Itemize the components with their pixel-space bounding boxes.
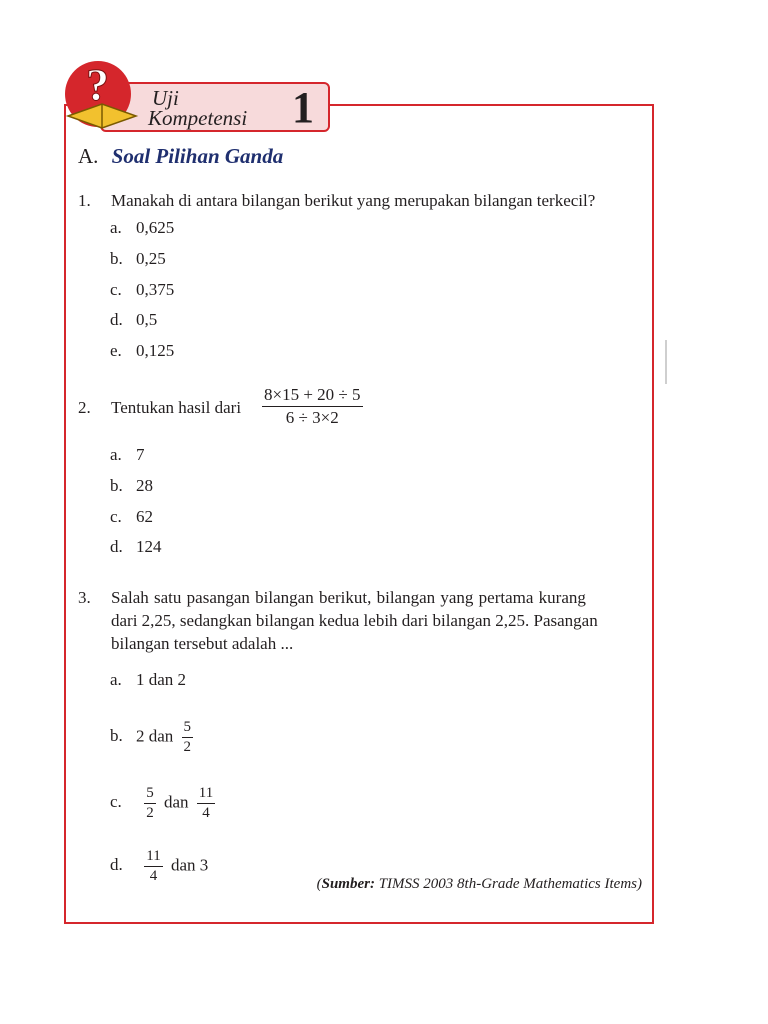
source-text: TIMSS 2003 8th-Grade Mathematics Items: [378, 876, 637, 892]
fraction-denominator: 6 ÷ 3×2: [285, 408, 339, 427]
fraction: $\frac{11}{4}$: [198, 785, 214, 821]
option-2d: d. 124: [110, 537, 162, 556]
question-book-icon: [62, 56, 142, 136]
option-3c: c. $\frac{5}{2}$ dan $\frac{11}{4}$: [110, 785, 214, 821]
option-3d: d. $\frac{11}{4}$ dan 3: [110, 848, 209, 884]
option-3b: b. 2 dan $\frac{5}{2}$: [110, 719, 192, 755]
question-number: 1.: [78, 191, 91, 210]
question-text-line-2: dari 2,25, sedangkan bilangan kedua lebih dari bilangan 2,25. Pasangan: [111, 611, 598, 630]
source-label: Sumber:: [321, 876, 375, 892]
header-uji: Uji: [152, 86, 179, 110]
question-text: Manakah di antara bilangan berikut yang merupakan bilangan terkecil?: [111, 191, 596, 210]
question-text-line-3: bilangan tersebut adalah ...: [111, 634, 294, 653]
question-2: [78, 384, 478, 434]
fraction: $\frac{11}{4}$: [146, 848, 161, 884]
section-prefix: A.: [78, 144, 99, 168]
question-number: 3.: [78, 588, 91, 607]
question-number: 2.: [78, 398, 91, 417]
header-kompetensi: Kompetensi: [148, 106, 248, 130]
question-text-line-1: Salah satu pasangan bilangan berikut, bilangan yang pertama kurang: [111, 588, 586, 607]
expression-fraction: [262, 384, 363, 429]
option-1a: a. 0,625: [110, 218, 175, 237]
svg-text:?: ?: [86, 59, 109, 110]
question-text: Tentukan hasil dari: [111, 398, 242, 417]
option-2b: b. 28: [110, 476, 153, 495]
fraction: $\frac{5}{2}$: [146, 785, 154, 821]
option-3a: a. 1 dan 2: [110, 670, 187, 689]
fraction: $\frac{5}{2}$: [183, 719, 192, 755]
section-title: [78, 144, 283, 169]
source-citation: (Sumber: TIMSS 2003 8th-Grade Mathematics Items): [316, 876, 642, 892]
option-2c: c. 62: [110, 507, 153, 526]
option-2a: a. 7: [110, 445, 145, 464]
fraction-numerator: 8×15 + 20 ÷ 5: [262, 384, 363, 407]
page-edge-mark: [665, 340, 667, 384]
header-number: 1: [292, 83, 314, 132]
option-1d: d. 0,5: [110, 310, 158, 329]
section-title-text: Soal Pilihan Ganda: [111, 144, 284, 168]
option-1e: e. 0,125: [110, 341, 175, 360]
option-1c: c. 0,375: [110, 280, 175, 299]
option-1b: b. 0,25: [110, 249, 166, 268]
